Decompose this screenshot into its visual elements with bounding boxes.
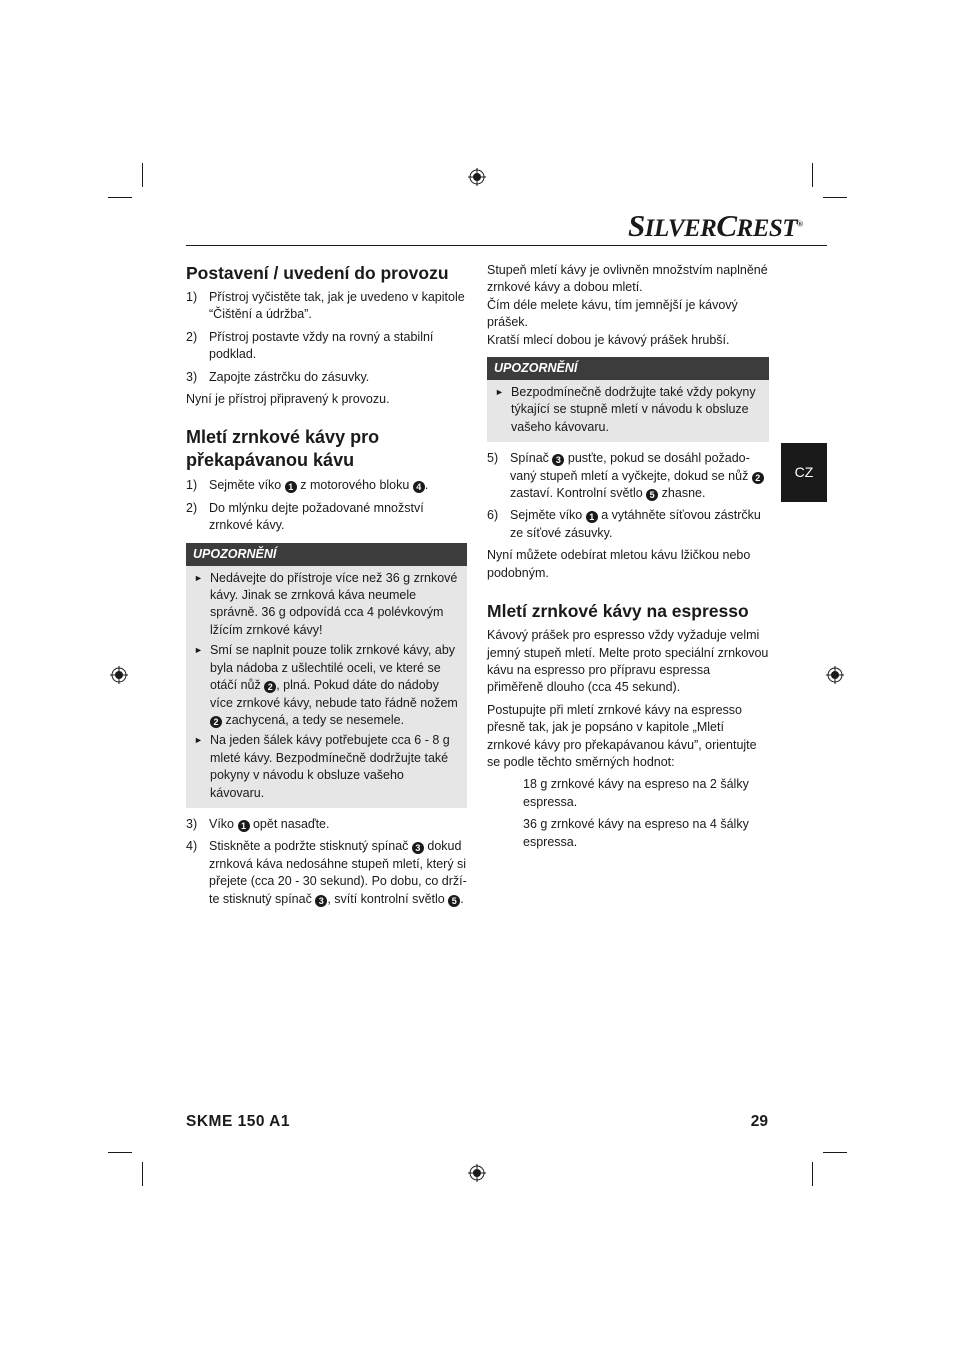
paragraph: 36 g zrnkové kávy na espreso na 4 šálky espressa. (523, 817, 749, 849)
paragraph: 18 g zrnkové kávy na espreso na 2 šálky espressa. (523, 777, 749, 809)
number-badge: 2 (752, 472, 764, 484)
paragraph: Čím déle melete kávu, tím jemnější je kávový prášek. (487, 297, 738, 330)
list-item: 3) Zapojte zástrčku do zásuvky. (186, 369, 370, 384)
registration-mark-icon (468, 168, 486, 186)
arrow-bullet-icon: ► (194, 572, 203, 583)
number-badge: 1 (285, 481, 297, 493)
list-item: 2) Přístroj postavte vždy na rovný a stabilní podklad. (186, 329, 434, 362)
paragraph: Stupeň mletí kávy je ovlivněn množstvím naplněné zrnkové kávy a dobou mletí. (487, 263, 768, 295)
crop-mark (108, 197, 132, 198)
crop-mark (142, 163, 143, 187)
crop-mark (812, 1162, 813, 1186)
number-badge: 4 (413, 481, 425, 493)
paragraph: Postupujte při mletí zrnkové kávy na espresso přesně tak, jak je popsáno v kapitole „Mletí zrnkové kávy pro překapávanou kávu”, orientujte se podle těchto směrných hodnot: (487, 702, 757, 769)
list-item: ► Smí se naplnit pouze tolik zrnkové kávy, aby byla nádoba z ušlechtilé oceli, ve které se otáčí nůž 2 , plná. Pokud dáte do nádoby více zrnkové kávy, nebude tato řádně nožem 2 zachycená, a tedy se nesemele. (194, 643, 458, 727)
paragraph: Nyní je přístroj připravený k provozu. (186, 392, 390, 407)
section-title: Mletí zrnkové kávy na espresso (487, 601, 749, 622)
warning-box (186, 543, 467, 808)
header-rule (186, 245, 827, 246)
section-title: Mletí zrnkové kávy pro překapávanou kávu (186, 427, 380, 471)
number-badge: 2 (264, 681, 276, 693)
page-number: 29 (750, 1113, 768, 1130)
right-column (487, 262, 769, 856)
paragraph: Nyní můžete odebírat mletou kávu lžičkou nebo podobným. (487, 548, 751, 580)
section-title: Postavení / uvedení do provozu (186, 263, 449, 283)
language-tab: CZ (781, 443, 827, 502)
grinding-steps (186, 477, 467, 534)
number-badge: 1 (586, 511, 598, 523)
crop-mark (823, 197, 847, 198)
arrow-bullet-icon: ► (495, 387, 504, 398)
paragraph: Kratší mlecí dobou je kávový prášek hrubší. (487, 332, 730, 347)
list-item: ► Nedávejte do přístroje více než 36 g zrnkové kávy. Jinak se zrnková káva neumele správně. 36 g odpovídá cca 4 polévkovým lžícím zrnkové kávy! (194, 570, 458, 637)
list-item: 1) Přístroj vyčistěte tak, jak je uvedeno v kapitole “Čištění a údržba”. (186, 290, 465, 322)
registration-mark-icon (468, 1164, 486, 1182)
list-item: 3) Víko 1 opět nasaďte. (186, 816, 330, 831)
number-badge: 2 (210, 716, 222, 728)
paragraph: Kávový prášek pro espresso vždy vyžaduje velmi jemný stupeň mletí. Melte proto speciální zrnkovou kávu na espresso pro přípravu espressa přiměřeně dlouho (cca 45 sekund). (487, 628, 769, 695)
crop-mark (142, 1162, 143, 1186)
warning-heading: UPOZORNĚNÍ (186, 543, 467, 566)
number-badge: 5 (448, 895, 460, 907)
warning-heading: UPOZORNĚNÍ (487, 357, 769, 380)
number-badge: 3 (315, 895, 327, 907)
left-column (186, 262, 467, 913)
crop-mark (823, 1152, 847, 1153)
list-item: 5) Spínač 3 pusťte, pokud se dosáhl požadovaný stupeň mletí a vyčkejte, dokud se nůž 2 zastaví. Kontrolní světlo 5 zhasne. (487, 450, 769, 502)
arrow-bullet-icon: ► (194, 735, 203, 746)
number-badge: 3 (552, 454, 564, 466)
grinding-steps-continued (186, 816, 467, 908)
list-item: ► Bezpodmínečně dodržujte také vždy pokyny týkající se stupně mletí v návodu k obsluze vašeho kávovaru. (495, 385, 756, 434)
list-item: 6) Sejměte víko 1 a vytáhněte síťovou zástrčku ze síťové zásuvky. (487, 508, 761, 540)
footer-model: SKME 150 A1 (186, 1113, 290, 1130)
registration-mark-icon (826, 666, 844, 684)
crop-mark (812, 163, 813, 187)
brand-logo: SILVERCREST® (628, 208, 803, 243)
arrow-bullet-icon: ► (194, 645, 203, 656)
warning-box (487, 357, 769, 442)
list-item: 2) Do mlýnku dejte požadované množství zrnkové kávy. (186, 500, 424, 533)
list-item: ► Na jeden šálek kávy potřebujete cca 6 - 8 g mleté kávy. Bezpodmínečně dodržujte také pokyny v návodu k obsluze vašeho kávovaru. (194, 733, 450, 800)
number-badge: 3 (412, 842, 424, 854)
registration-mark-icon (110, 666, 128, 684)
number-badge: 5 (646, 489, 658, 501)
list-item: 4) Stiskněte a podržte stisknutý spínač 3 dokud zrnková káva nedosáhne stupeň mletí, který si přejete (cca 20 - 30 sekund). Po dobu, co držíte stisknutý spínač 3 , svítí kontrolní světlo 5 . (186, 839, 467, 906)
list-item: 1) Sejměte víko 1 z motorového bloku 4 . (186, 478, 429, 493)
setup-steps (186, 289, 467, 386)
number-badge: 1 (238, 820, 250, 832)
grinding-steps-final (487, 450, 769, 542)
crop-mark (108, 1152, 132, 1153)
